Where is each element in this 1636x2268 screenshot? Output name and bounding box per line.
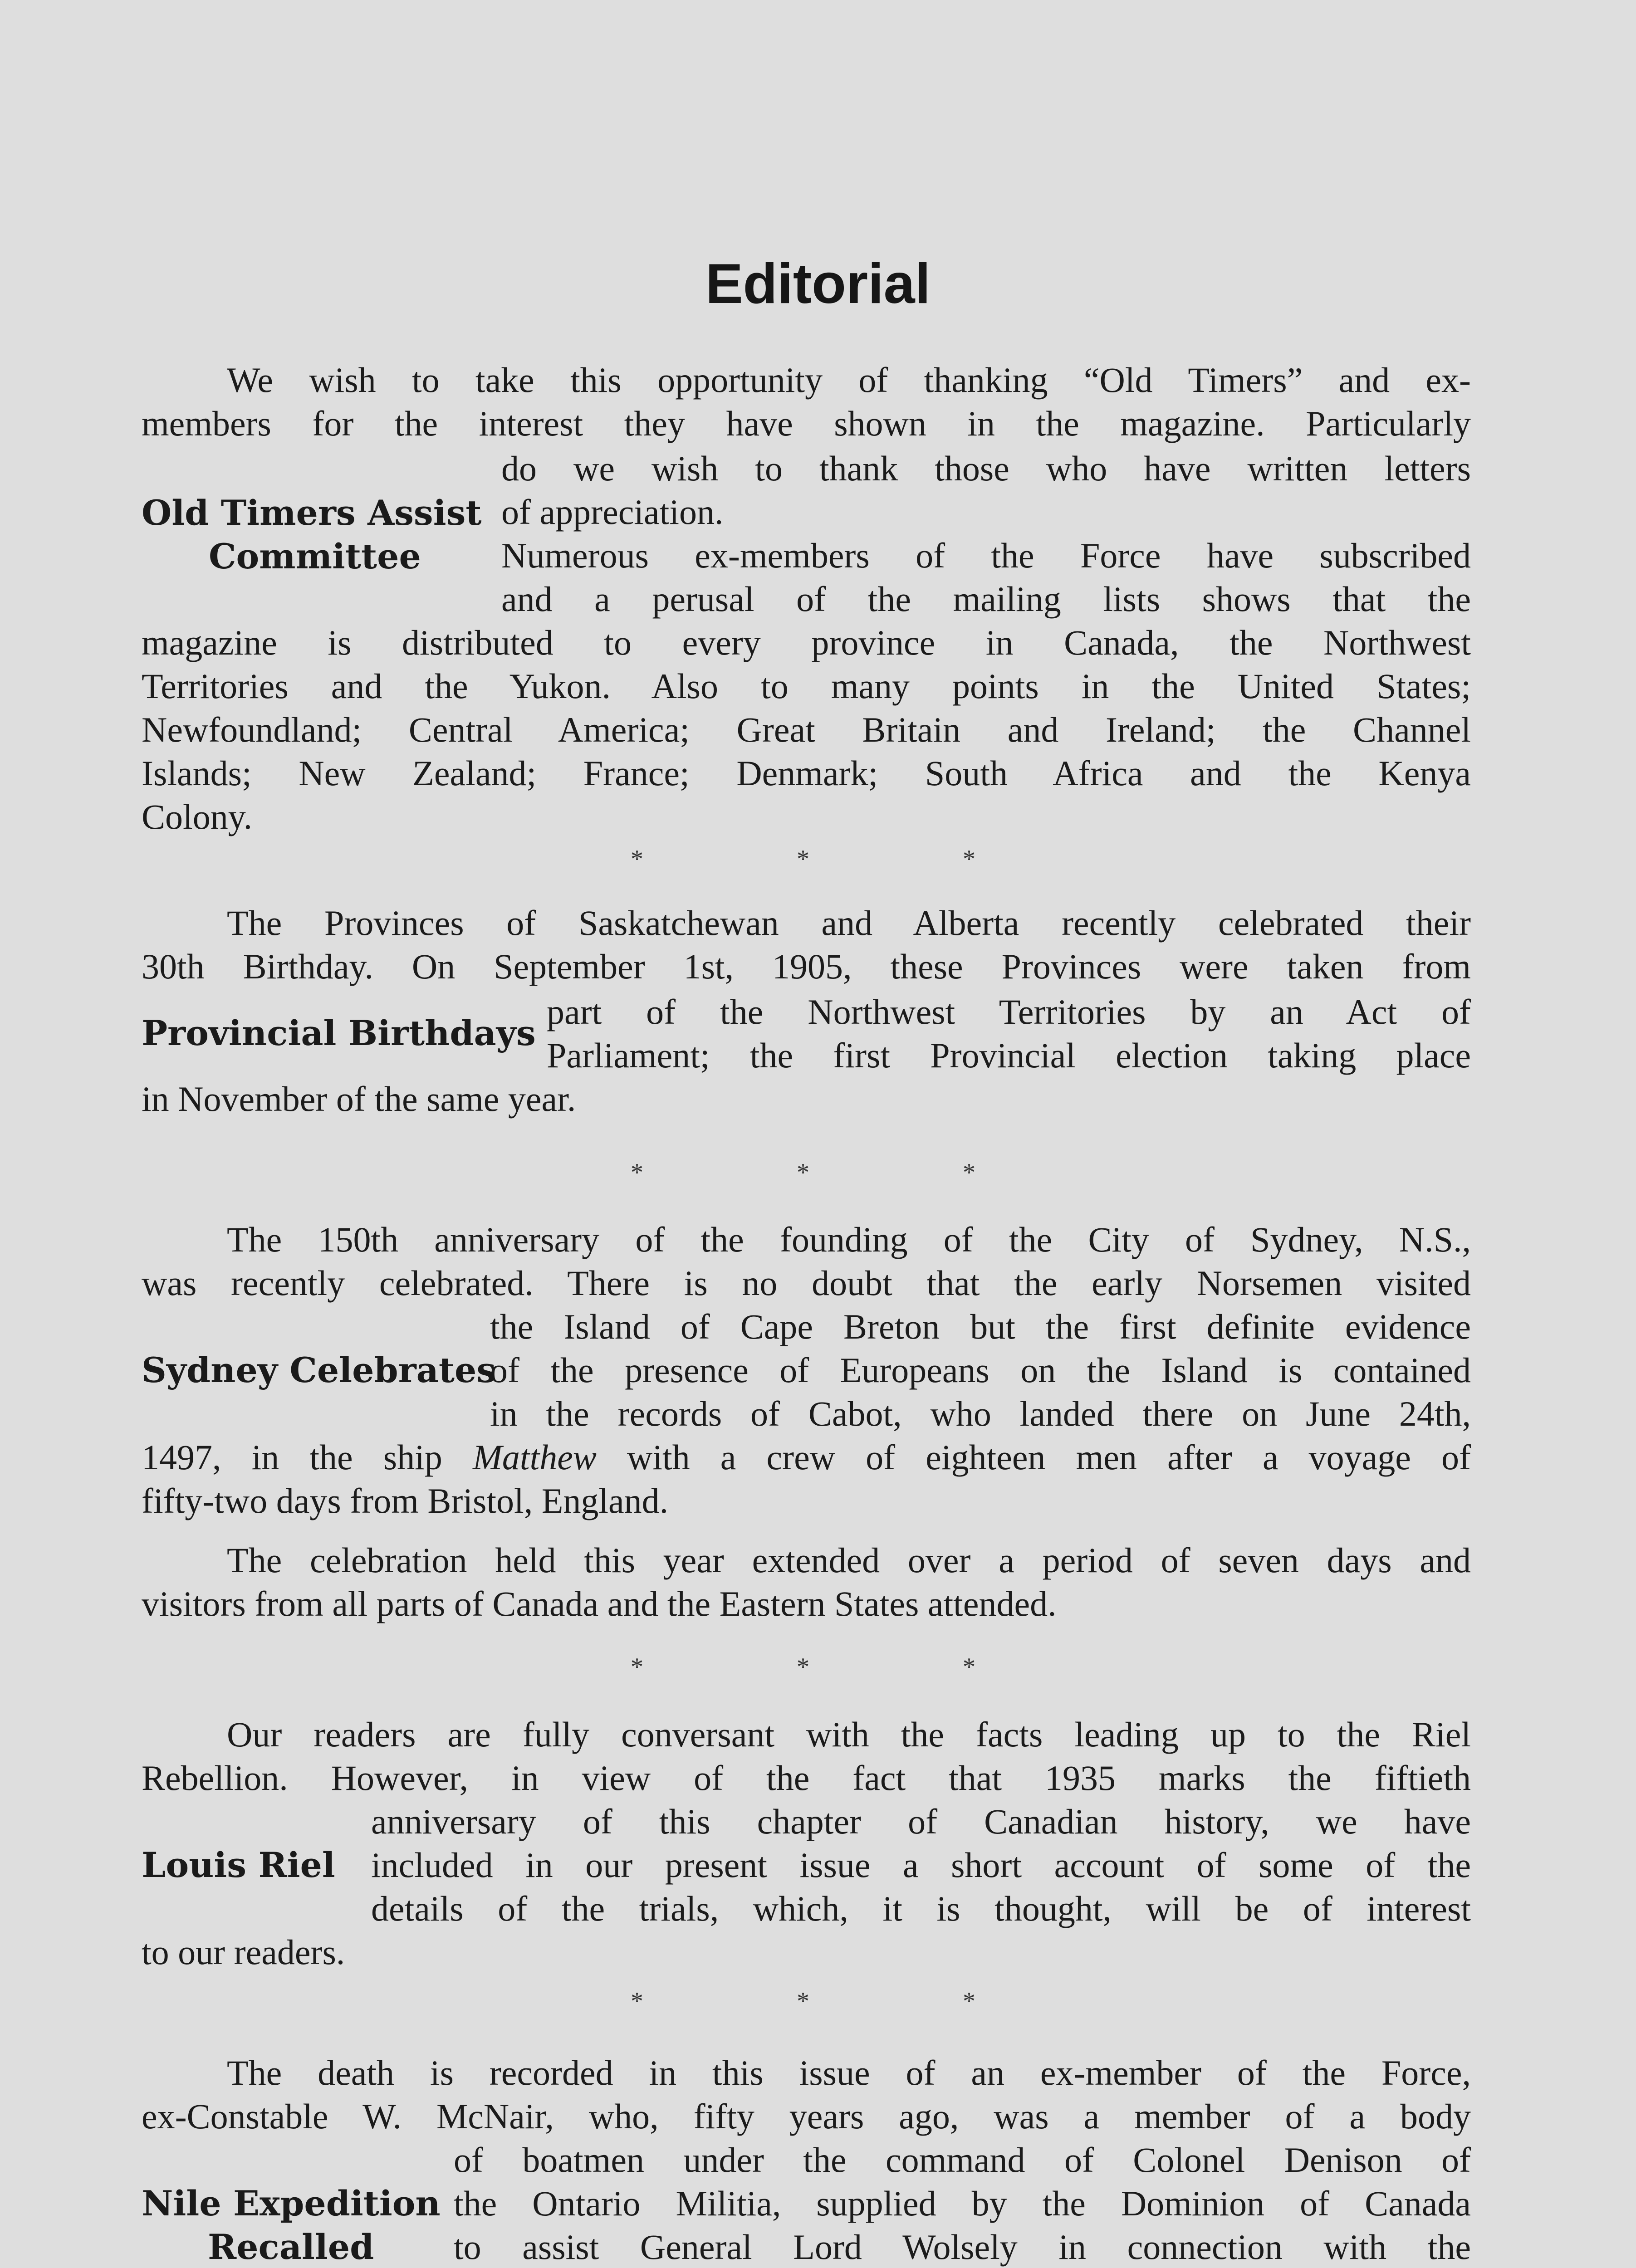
text-line: of the presence of Europeans on the Island is contained [490,1350,1471,1390]
text-line: part of the Northwest Territories by an Act of [547,992,1471,1031]
text-line: Newfoundland; Central America; Great Britain and Ireland; the Channel [142,710,1471,749]
text-line: Parliament; the first Provincial election taking place [547,1036,1471,1075]
text-line: We wish to take this opportunity of thanking “Old Timers” and ex- [227,360,1471,400]
text-line: to our readers. [142,1932,345,1972]
text-line: and a perusal of the mailing lists shows that the [501,579,1471,619]
text-line: Islands; New Zealand; France; Denmark; South Africa and the Kenya [142,753,1471,793]
sidenote-nile-expedition: Nile Expedition [142,2183,441,2224]
text-line: details of the trials, which, it is thought, will be of interest [371,1889,1471,1928]
asterisk: * [963,1987,975,2015]
sidenote-committee: Committee [209,536,421,577]
section-separator [631,1158,975,1185]
text-line: magazine is distributed to every province in Canada, the Northwest [142,623,1471,662]
text-line: The death is recorded in this issue of an ex-member of the Force, [227,2053,1471,2092]
text-line: included in our present issue a short account of some of the [371,1845,1471,1885]
asterisk: * [963,1653,975,1681]
text-line: members for the interest they have shown in the magazine. Particularly [142,404,1471,443]
asterisk: * [797,1987,809,2015]
text-line: to assist General Lord Wolsely in connection with the [454,2227,1471,2267]
section-separator [631,1652,975,1680]
asterisk: * [631,845,643,873]
text-line: The 150th anniversary of the founding of the City of Sydney, N.S., [227,1220,1471,1259]
text-line: Colony. [142,797,253,836]
text-line: in the records of Cabot, who landed there on June 24th, [490,1394,1471,1433]
text-line: fifty-two days from Bristol, England. [142,1481,669,1520]
asterisk: * [963,1158,975,1187]
sidenote-old-timers-assist: Old Timers Assist [142,493,482,533]
asterisk: * [797,845,809,873]
text-run: with a crew of eighteen men after a voyage of [596,1437,1471,1477]
sidenote-louis-riel: Louis Riel [142,1845,335,1885]
text-line: Numerous ex-members of the Force have subscribed [501,536,1471,575]
page-title: Editorial [705,253,931,315]
sidenote-recalled: Recalled [208,2227,374,2267]
text-line: The Provinces of Saskatchewan and Alberta recently celebrated their [227,903,1471,943]
text-line: of boatmen under the command of Colonel Denison of [454,2140,1471,2180]
asterisk: * [797,1653,809,1681]
text-run: 1497, in the ship [142,1437,473,1477]
text-line: in November of the same year. [142,1079,576,1119]
asterisk: * [631,1158,643,1187]
text-line: the Island of Cape Breton but the first definite evidence [490,1307,1471,1346]
text-line: visitors from all parts of Canada and the Eastern States attended. [142,1584,1057,1623]
asterisk: * [631,1653,643,1681]
text-line: anniversary of this chapter of Canadian history, we have [371,1802,1471,1841]
text-line: do we wish to thank those who have written letters [501,449,1471,488]
ship-name: Matthew [472,1437,597,1477]
sidenote-sydney-celebrates: Sydney Celebrates [142,1350,496,1390]
text-line: Our readers are fully conversant with the facts leading up to the Riel [227,1715,1471,1754]
section-separator [631,1987,975,2014]
text-line: ex-Constable W. McNair, who, fifty years ago, was a member of a body [142,2097,1471,2136]
text-line: of appreciation. [501,492,724,532]
sidenote-provincial-birthdays: Provincial Birthdays [142,1013,536,1053]
text-line: was recently celebrated. There is no doubt that the early Norsemen visited [142,1263,1471,1303]
text-line-italic [142,1436,1471,1479]
section-separator [631,845,975,872]
text-line: the Ontario Militia, supplied by the Dominion of Canada [454,2184,1471,2223]
asterisk: * [631,1987,643,2015]
asterisk: * [963,845,975,873]
text-line: Rebellion. However, in view of the fact that 1935 marks the fiftieth [142,1758,1471,1798]
text-line: The celebration held this year extended over a period of seven days and [227,1540,1471,1580]
text-line: Territories and the Yukon. Also to many points in the United States; [142,666,1471,706]
asterisk: * [797,1158,809,1187]
text-line: 30th Birthday. On September 1st, 1905, these Provinces were taken from [142,947,1471,986]
